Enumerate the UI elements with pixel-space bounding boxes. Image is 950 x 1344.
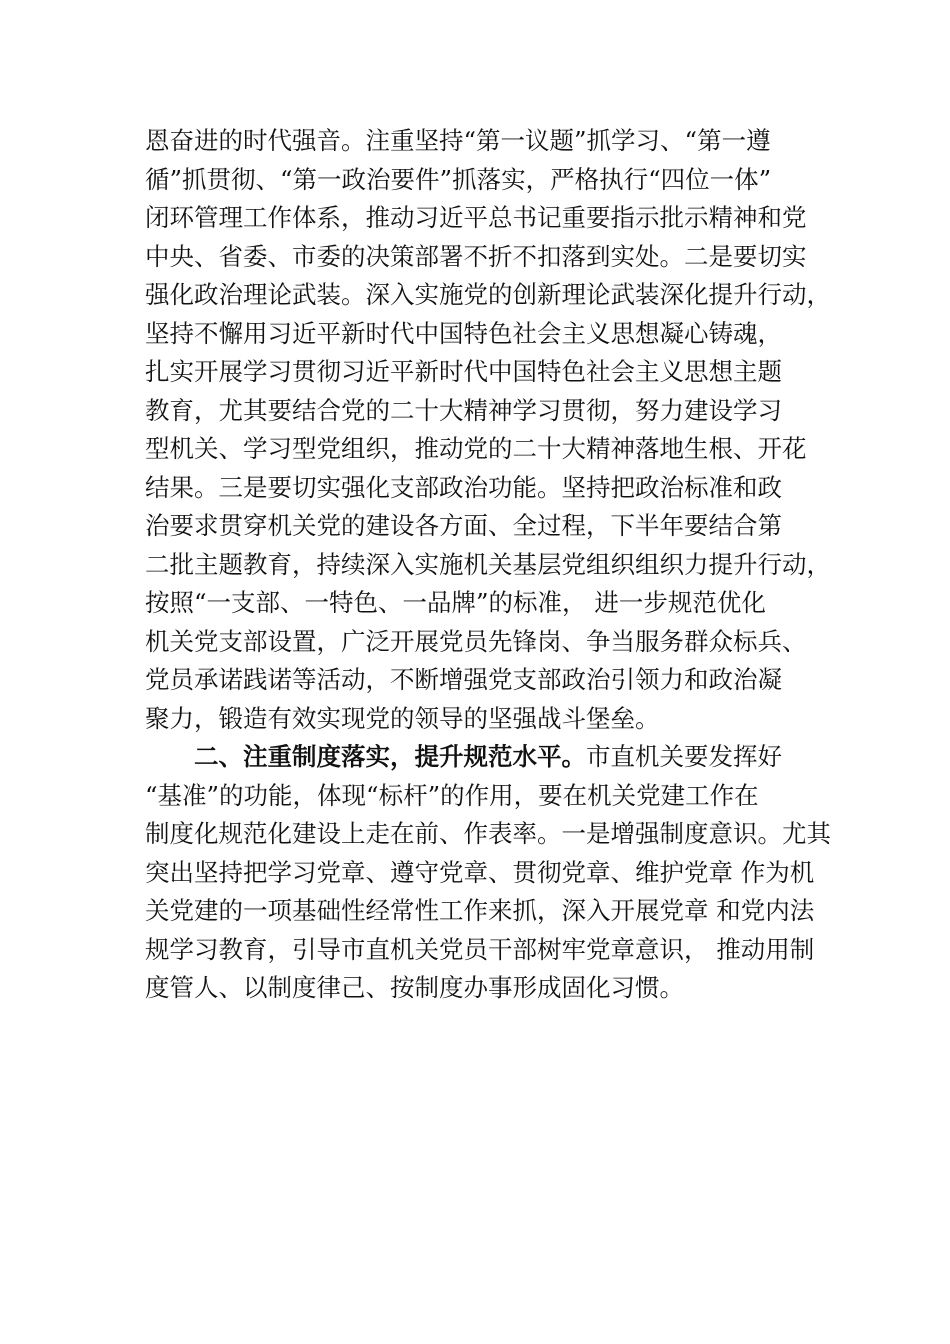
paragraph-line: 机关党支部设置，广泛开展党员先锋岗、争当服务群众标兵、: [145, 626, 807, 656]
paragraph-line: 治要求贯穿机关党的建设各方面、全过程，下半年要结合第: [145, 511, 782, 540]
paragraph-line: 聚力，锻造有效实现党的领导的坚强战斗堡垒。: [145, 703, 660, 733]
paragraph-line: 坚持不懈用习近平新时代中国特色社会主义思想凝心铸魂，: [145, 318, 782, 348]
paragraph-line: 教育，尤其要结合党的二十大精神学习贯彻，努力建设学习: [145, 395, 782, 425]
section-heading: 二、注重制度落实，提升规范水平。: [194, 742, 586, 771]
paragraph-line: 循”抓贯彻、“第一政治要件”抓落实，严格执行“四位一体”: [145, 164, 772, 194]
paragraph-1: [145, 122, 845, 738]
paragraph-line: 中央、省委、市委的决策部署不折不扣落到实处。二是要切实: [145, 241, 807, 271]
paragraph-line: 扎实开展学习贯彻习近平新时代中国特色社会主义思想主题: [145, 357, 782, 386]
paragraph-line: 按照“一支部、一特色、一品牌”的标准， 进一步规范优化: [145, 588, 766, 617]
paragraph-first-line: [145, 738, 845, 777]
paragraph-line: “基准”的功能，体现“标杆”的作用，要在机关党建工作在: [145, 780, 759, 810]
paragraph-line: 度管人、以制度律己、按制度办事形成固化习惯。: [145, 973, 684, 1002]
paragraph-line: 型机关、学习型党组织，推动党的二十大精神落地生根、开花: [145, 434, 807, 463]
heading-line-rest: 市直机关要发挥好: [586, 742, 782, 771]
paragraph-2: [145, 738, 845, 1008]
paragraph-line: 党员承诺践诺等活动，不断增强党支部政治引领力和政治凝: [145, 665, 782, 694]
paragraph-line: 规学习教育，引导市直机关党员干部树牢党章意识， 推动用制: [145, 934, 815, 964]
paragraph-line: 结果。三是要切实强化支部政治功能。坚持把政治标准和政: [145, 472, 782, 502]
document-body: [145, 122, 845, 1008]
paragraph-line: 强化政治理论武装。深入实施党的创新理论武装深化提升行动，: [145, 280, 831, 309]
paragraph-line: 恩奋进的时代强音。注重坚持“第一议题”抓学习、“第一遵: [145, 126, 771, 155]
paragraph-line: 关党建的一项基础性经常性工作来抓，深入开展党章 和党内法: [145, 896, 815, 925]
paragraph-line: 制度化规范化建设上走在前、作表率。一是增强制度意识。尤其: [145, 819, 831, 848]
paragraph-line: 闭环管理工作体系，推动习近平总书记重要指示批示精神和党: [145, 203, 807, 232]
paragraph-line: 突出坚持把学习党章、遵守党章、贯彻党章、维护党章 作为机: [145, 857, 815, 887]
paragraph-line: 二批主题教育，持续深入实施机关基层党组织组织力提升行动，: [145, 549, 831, 579]
